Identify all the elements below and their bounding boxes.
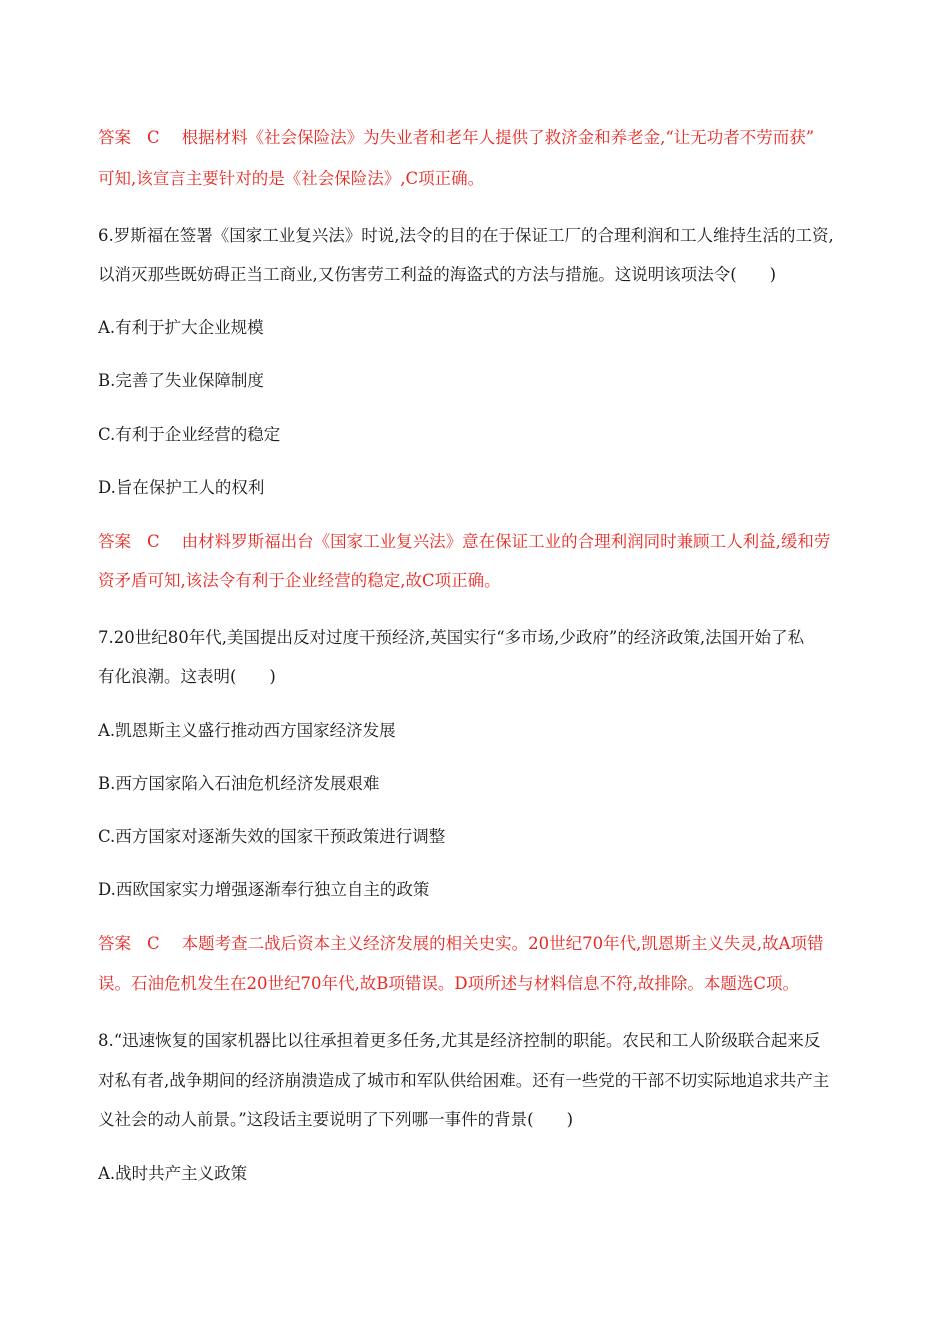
question-6-option-c: C.有利于企业经营的稳定: [98, 425, 281, 444]
question-7-option-a: A.凯恩斯主义盛行推动西方国家经济发展: [98, 721, 396, 740]
question-7-line-2: 有化浪潮。这表明( ): [98, 667, 276, 686]
question-7-option-d: D.西欧国家实力增强逐渐奉行独立自主的政策: [98, 880, 430, 899]
answer-label: 答案: [98, 934, 131, 953]
answer-explanation: 本题考查二战后资本主义经济发展的相关史实。20世纪70年代,凯恩斯主义失灵,故A项错: [181, 934, 824, 953]
question-7-option-c: C.西方国家对逐渐失效的国家干预政策进行调整: [98, 827, 446, 846]
question-6-line-1: 6.罗斯福在签署《国家工业复兴法》时说,法令的目的在于保证工厂的合理利润和工人维持生活的工资,: [98, 226, 834, 245]
question-6-line-2: 以消灭那些既妨碍正当工商业,又伤害劳工利益的海盗式的方法与措施。这说明该项法令( ): [98, 265, 777, 284]
answer-7-line-1: [98, 932, 858, 956]
question-8-option-a: A.战时共产主义政策: [98, 1164, 248, 1183]
answer-6-line-1: [98, 530, 858, 554]
question-7-option-b: B.西方国家陷入石油危机经济发展艰难: [98, 774, 380, 793]
question-8-line-1: 8.“迅速恢复的国家机器比以往承担着更多任务,尤其是经济控制的职能。农民和工人阶级联合起来反: [98, 1031, 821, 1050]
question-6-option-a: A.有利于扩大企业规模: [98, 318, 264, 337]
answer-choice: C: [147, 934, 160, 953]
answer-label: 答案: [98, 128, 131, 147]
answer-6-line-2: 资矛盾可知,该法令有利于企业经营的稳定,故C项正确。: [98, 571, 501, 590]
question-8-line-2: 对私有者,战争期间的经济崩溃造成了城市和军队供给困难。还有一些党的干部不切实际地追求共产主: [98, 1071, 830, 1090]
answer-choice: C: [147, 532, 160, 551]
answer-7-line-2: 误。石油危机发生在20世纪70年代,故B项错误。D项所述与材料信息不符,故排除。本题选C项。: [98, 974, 799, 993]
answer-5-line-1: [98, 126, 858, 150]
question-6-option-b: B.完善了失业保障制度: [98, 371, 264, 390]
question-6-option-d: D.旨在保护工人的权利: [98, 478, 265, 497]
question-7-line-1: 7.20世纪80年代,美国提出反对过度干预经济,英国实行“多市场,少政府”的经济政策,法国开始了私: [98, 628, 805, 647]
answer-explanation: 根据材料《社会保险法》为失业者和老年人提供了救济金和养老金,“让无功者不劳而获”: [181, 128, 815, 147]
answer-explanation: 由材料罗斯福出台《国家工业复兴法》意在保证工业的合理利润同时兼顾工人利益,缓和劳: [181, 532, 831, 551]
question-8-line-3: 义社会的动人前景。”这段话主要说明了下列哪一事件的背景( ): [98, 1110, 574, 1129]
answer-5-line-2: 可知,该宣言主要针对的是《社会保险法》,C项正确。: [98, 169, 485, 188]
answer-choice: C: [147, 128, 160, 147]
answer-label: 答案: [98, 532, 131, 551]
